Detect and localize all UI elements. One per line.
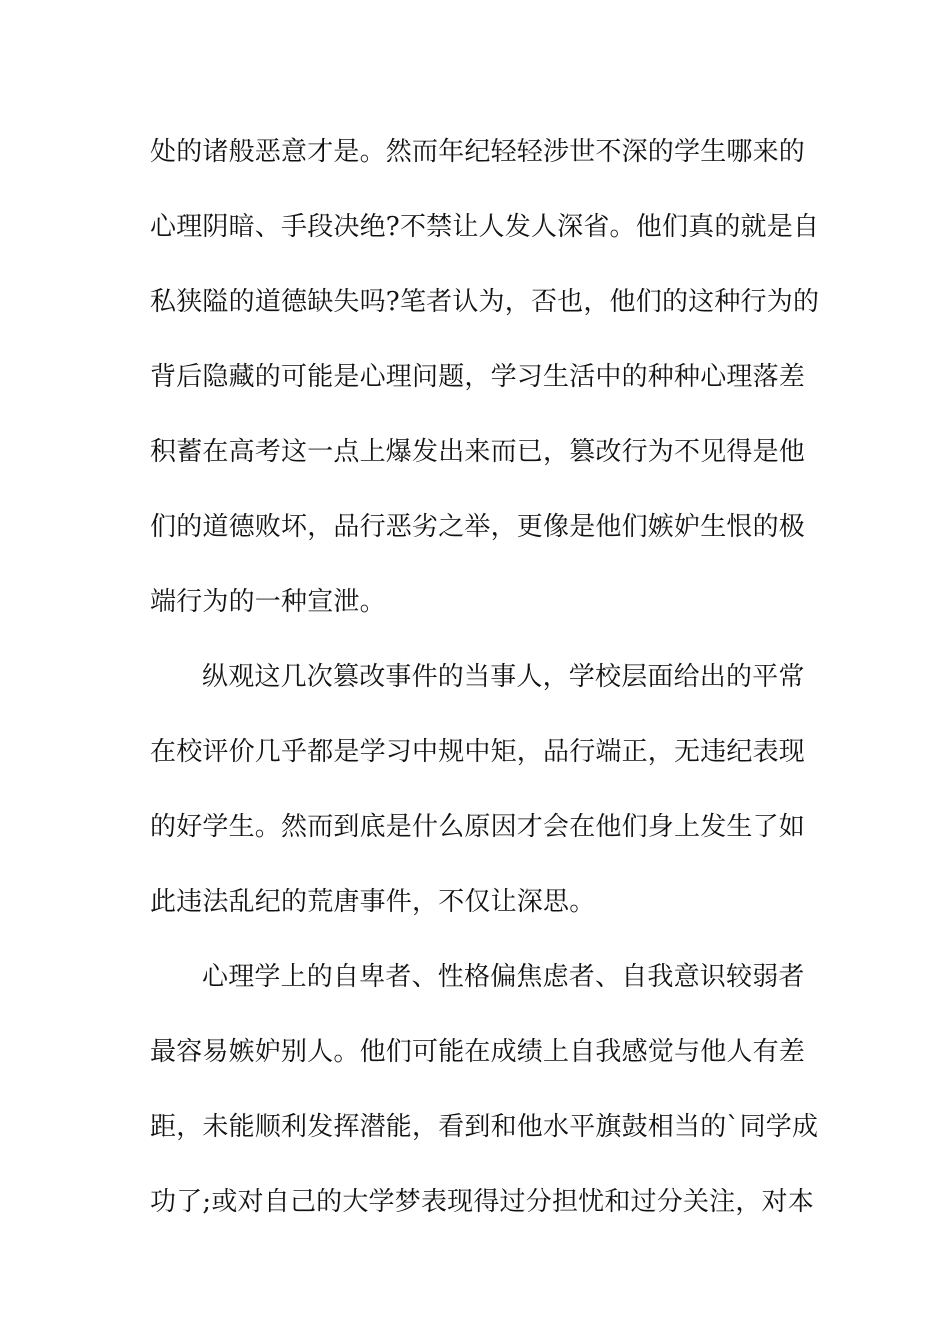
- text-line: 们的道德败坏，品行恶劣之举，更像是他们嫉妒生恨的极: [150, 512, 806, 542]
- text-line: 最容易嫉妒别人。他们可能在成绩上自我感觉与他人有差: [150, 1037, 806, 1067]
- text-line: 背后隐藏的可能是心理问题，学习生活中的种种心理落差: [150, 362, 806, 392]
- text-line: 此违法乱纪的荒唐事件，不仅让深思。: [150, 887, 596, 917]
- text-line: 距，未能顺利发挥潜能，看到和他水平旗鼓相当的`同学成: [150, 1112, 819, 1142]
- text-line: 功了;或对自己的大学梦表现得过分担忧和过分关注，对本: [150, 1187, 814, 1217]
- text-line: 端行为的一种宣泄。: [150, 587, 386, 617]
- text-line: 积蓄在高考这一点上爆发出来而已，篡改行为不见得是他: [150, 437, 806, 467]
- text-line: 的好学生。然而到底是什么原因才会在他们身上发生了如: [150, 812, 806, 842]
- text-line: 处的诸般恶意才是。然而年纪轻轻涉世不深的学生哪来的: [150, 137, 806, 167]
- text-line: 心理阴暗、手段决绝?不禁让人发人深省。他们真的就是自: [150, 212, 820, 242]
- body-text: [150, 127, 820, 1252]
- text-line: 私狭隘的道德缺失吗?笔者认为，否也，他们的这种行为的: [150, 287, 820, 317]
- paragraph-start-line: 心理学上的自卑者、性格偏焦虑者、自我意识较弱者: [202, 962, 805, 992]
- text-line: 在校评价几乎都是学习中规中矩，品行端正，无违纪表现: [150, 737, 806, 767]
- paragraph-start-line: 纵观这几次篡改事件的当事人，学校层面给出的平常: [202, 662, 805, 692]
